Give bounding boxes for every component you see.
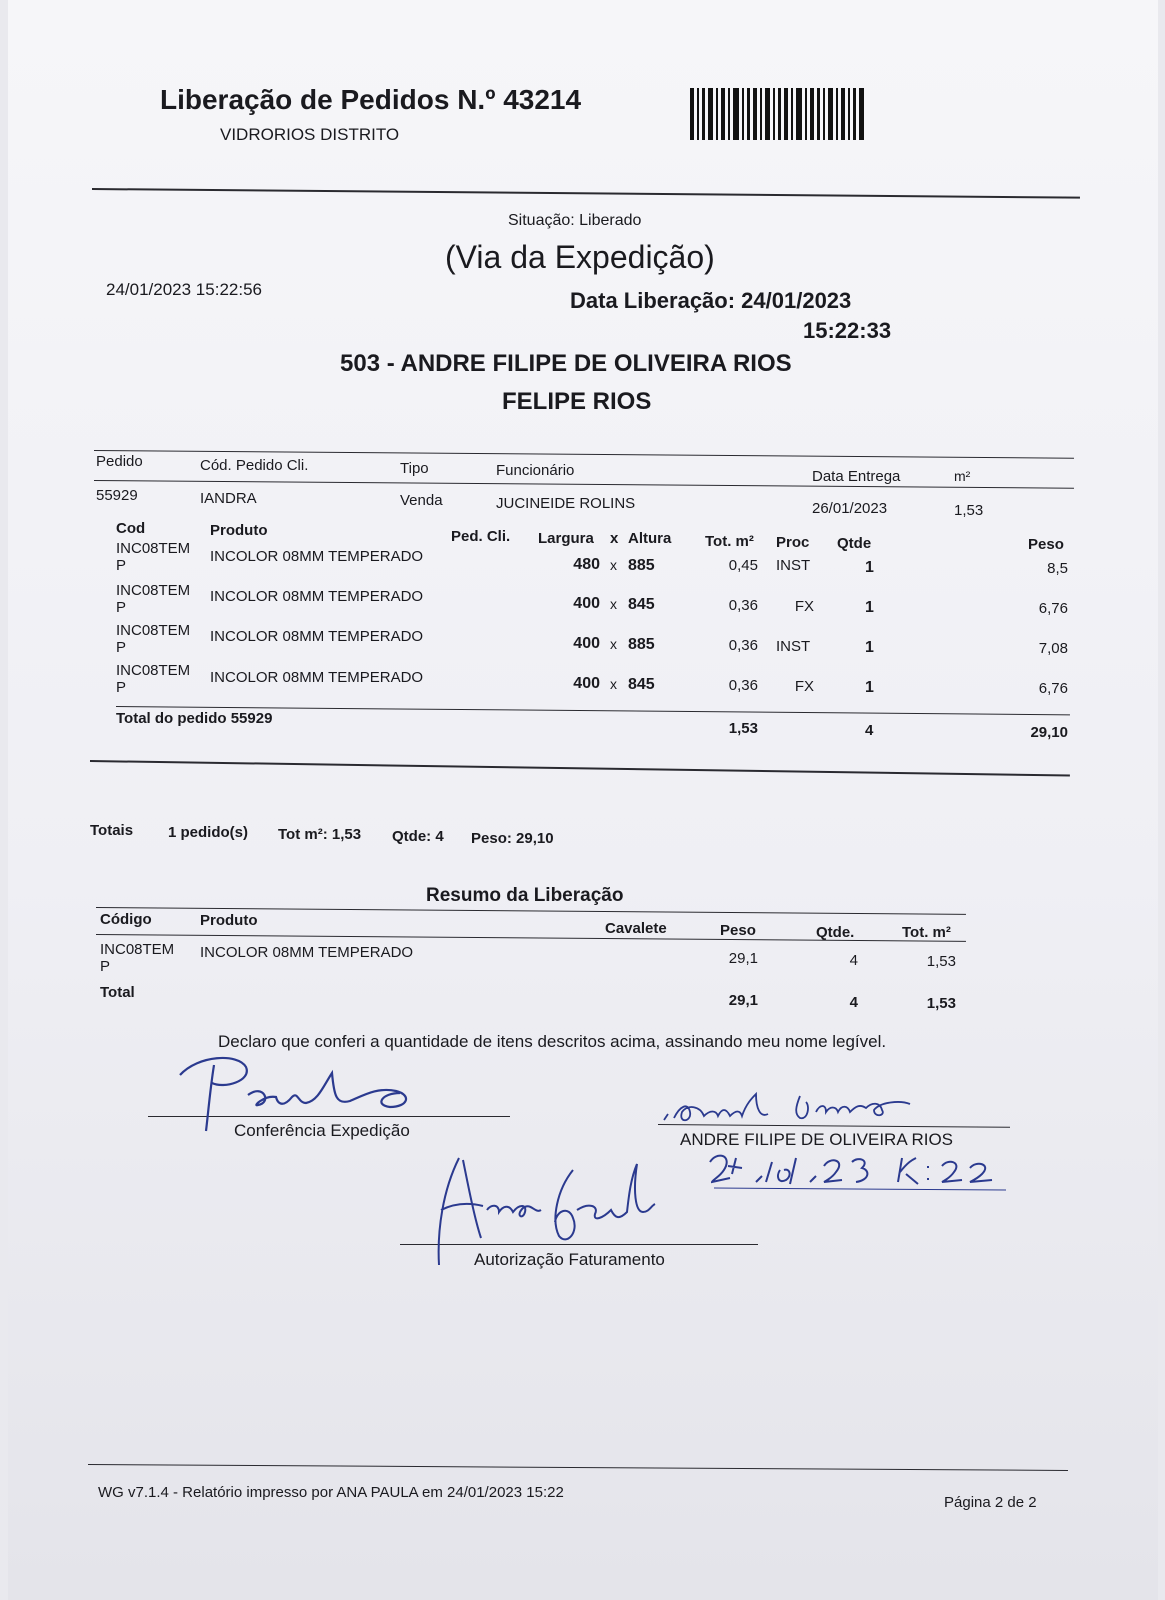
print-datetime: 24/01/2023 15:22:56 <box>106 280 262 299</box>
summary-col-cavalete: Cavalete <box>605 920 667 937</box>
col-cod-pedido-cli: Cód. Pedido Cli. <box>200 457 309 474</box>
billing-label: Autorização Faturamento <box>474 1250 665 1269</box>
item-tot-m2: 0,45 <box>728 557 758 574</box>
items-col-produto: Produto <box>210 522 268 539</box>
order-m2: 1,53 <box>954 502 984 519</box>
summary-col-tot-m2: Tot. m² <box>902 924 951 941</box>
item-cod: INC08TEM P <box>116 622 191 656</box>
handwritten-datetime <box>706 1148 1016 1204</box>
summary-col-qtde: Qtde. <box>816 924 855 941</box>
items-col-peso: Peso <box>1028 536 1064 553</box>
status-text: Situação: Liberado <box>508 212 642 229</box>
summary-row-produto: INCOLOR 08MM TEMPERADO <box>200 944 414 961</box>
items-col-x: x <box>610 530 619 547</box>
items-col-largura: Largura <box>538 530 594 547</box>
items-col-proc: Proc <box>776 534 810 551</box>
order-total-label: Total do pedido 55929 <box>116 710 273 727</box>
summary-row-tot-m2: 1,53 <box>926 953 956 970</box>
item-x: x <box>610 557 617 573</box>
order-delivery-date: 26/01/2023 <box>812 500 888 517</box>
summary-row-peso: 29,1 <box>728 950 758 967</box>
item-largura: 400 <box>573 595 600 612</box>
summary-col-codigo: Código <box>100 911 152 928</box>
order-end-divider <box>90 760 1070 777</box>
item-altura: 885 <box>628 557 655 574</box>
item-altura: 845 <box>628 596 655 613</box>
summary-row-codigo: INC08TEM P <box>100 941 175 975</box>
client-signature <box>660 1082 930 1132</box>
item-largura: 480 <box>573 556 600 573</box>
summary-title: Resumo da Liberação <box>426 885 624 906</box>
item-x: x <box>610 636 617 652</box>
footer-page-number: Página 2 de 2 <box>944 1494 1037 1511</box>
billing-signature <box>423 1150 663 1270</box>
item-qtde: 1 <box>865 559 874 576</box>
item-tot-m2: 0,36 <box>728 597 758 614</box>
item-largura: 400 <box>573 675 600 692</box>
summary-row-qtde: 4 <box>849 952 858 969</box>
item-produto: INCOLOR 08MM TEMPERADO <box>210 669 424 686</box>
item-altura: 845 <box>628 676 655 693</box>
order-type: Venda <box>400 492 443 509</box>
item-peso: 7,08 <box>1038 640 1068 657</box>
item-proc: INST <box>776 638 811 655</box>
release-date: Data Liberação: 24/01/2023 <box>570 288 852 313</box>
item-tot-m2: 0,36 <box>728 677 758 694</box>
release-time: 15:22:33 <box>803 318 892 343</box>
item-peso: 6,76 <box>1038 680 1068 697</box>
item-produto: INCOLOR 08MM TEMPERADO <box>210 548 424 565</box>
summary-col-produto: Produto <box>200 912 258 929</box>
item-produto: INCOLOR 08MM TEMPERADO <box>210 588 424 605</box>
summary-total-label: Total <box>100 984 135 1001</box>
totals-qtde: Qtde: 4 <box>392 828 444 845</box>
items-col-qtde: Qtde <box>837 535 872 552</box>
client-name: 503 - ANDRE FILIPE DE OLIVEIRA RIOS <box>340 350 792 377</box>
order-client-code: IANDRA <box>200 490 257 507</box>
items-col-tot-m2: Tot. m² <box>705 533 754 550</box>
item-cod: INC08TEM P <box>116 540 191 574</box>
col-funcionario: Funcionário <box>496 462 575 479</box>
company-name: VIDRORIOS DISTRITO <box>220 125 400 144</box>
summary-total-peso: 29,1 <box>728 992 758 1009</box>
footer-rule <box>88 1464 1068 1471</box>
footer-printed-by: WG v7.1.4 - Relatório impresso por ANA PAULA em 24/01/2023 15:22 <box>98 1484 564 1501</box>
items-col-cod: Cod <box>116 520 146 537</box>
item-qtde: 1 <box>865 599 874 616</box>
item-produto: INCOLOR 08MM TEMPERADO <box>210 628 424 645</box>
summary-total-tot-m2: 1,53 <box>926 995 956 1012</box>
summary-col-peso: Peso <box>720 922 756 939</box>
items-col-ped-cli: Ped. Cli. <box>451 528 511 545</box>
order-number: 55929 <box>96 487 138 504</box>
item-tot-m2: 0,36 <box>728 637 758 654</box>
item-cod: INC08TEM P <box>116 662 191 696</box>
col-tipo: Tipo <box>400 460 429 477</box>
item-proc: INST <box>776 557 811 574</box>
summary-total-qtde: 4 <box>849 994 858 1011</box>
item-x: x <box>610 596 617 612</box>
order-header-rule <box>94 480 1074 489</box>
totals-pedidos: 1 pedido(s) <box>168 824 249 841</box>
item-x: x <box>610 676 617 692</box>
item-qtde: 1 <box>865 679 874 696</box>
col-data-entrega: Data Entrega <box>812 468 901 485</box>
item-cod: INC08TEM P <box>116 582 191 616</box>
declaration-text: Declaro que conferi a quantidade de itens descritos acima, assinando meu nome legível. <box>218 1032 887 1051</box>
copy-label: (Via da Expedição) <box>445 239 715 275</box>
col-pedido: Pedido <box>96 453 143 470</box>
totals-label: Totais <box>90 822 134 839</box>
totals-m2: Tot m²: 1,53 <box>278 826 362 843</box>
item-peso: 6,76 <box>1038 600 1068 617</box>
order-total-m2: 1,53 <box>728 720 758 737</box>
expedition-label: Conferência Expedição <box>234 1121 410 1140</box>
item-altura: 885 <box>628 636 655 653</box>
document-page <box>8 0 1158 1600</box>
item-proc: FX <box>794 678 814 695</box>
client-nickname: FELIPE RIOS <box>502 388 652 415</box>
item-peso: 8,5 <box>1047 560 1068 577</box>
item-qtde: 1 <box>865 639 874 656</box>
expedition-signature <box>168 1045 438 1135</box>
document-title: Liberação de Pedidos N.º 43214 <box>160 84 582 115</box>
order-employee: JUCINEIDE ROLINS <box>496 495 636 512</box>
header-divider <box>92 188 1080 199</box>
totals-peso: Peso: 29,10 <box>471 830 554 847</box>
client-signature-label: ANDRE FILIPE DE OLIVEIRA RIOS <box>680 1130 954 1149</box>
order-total-peso: 29,10 <box>1030 724 1068 741</box>
item-largura: 400 <box>573 635 600 652</box>
col-m2: m² <box>954 468 971 484</box>
barcode <box>690 88 866 140</box>
item-proc: FX <box>794 598 814 615</box>
items-col-altura: Altura <box>628 530 672 547</box>
order-total-qtde: 4 <box>865 722 874 739</box>
